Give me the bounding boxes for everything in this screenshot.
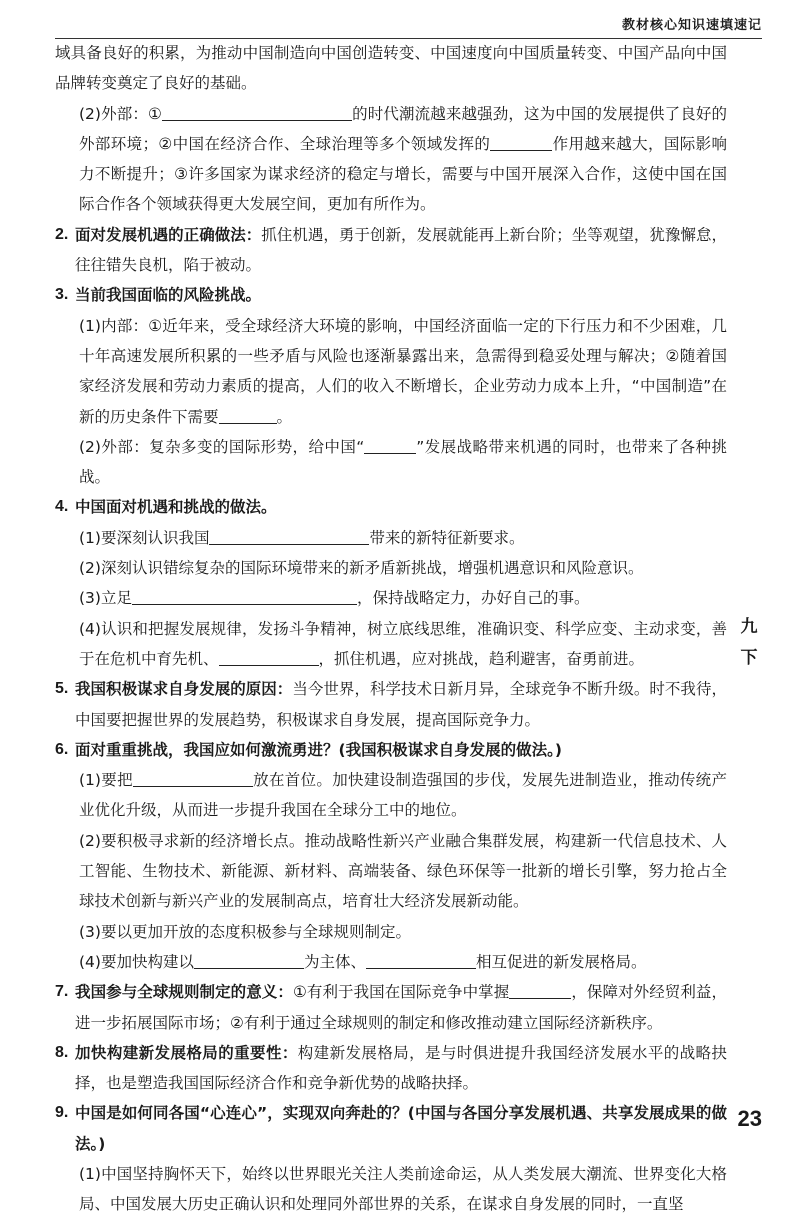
paragraph: (2)要积极寻求新的经济增长点。推动战略性新兴产业融合集群发展，构建新一代信息技术、人工智能、生物技术、新能源、新材料、高端装备、绿色环保等一批新的增长引擎，努力抢占全球技术创新与新兴产业的发展制高点，培育壮大经济发展新动能。: [79, 831, 727, 911]
item-heading: 面对发展机遇的正确做法：: [75, 225, 262, 244]
item-9: [55, 1098, 727, 1159]
fill-blank[interactable]: [209, 528, 369, 545]
fill-blank[interactable]: [133, 771, 253, 788]
text: 的时代潮流越来越强劲，这为中国的发展提供了良好的外部环境；②中国在经济合作、全球治理等多个领域发挥的: [79, 104, 727, 153]
item-heading: 加快构建新发展格局的重要性：: [75, 1043, 298, 1062]
text: ”发展战略带来机遇的同时，也带来了各种挑战。: [79, 437, 727, 487]
text: (4)要加快构建以: [79, 952, 194, 971]
paragraph: (2)深刻认识错综复杂的国际环境带来的新矛盾新挑战，增强机遇意识和风险意识。: [79, 559, 644, 578]
text: (3)立足: [79, 589, 132, 608]
item-8: [55, 1038, 727, 1099]
page-content: [55, 38, 727, 1220]
fill-blank[interactable]: [366, 952, 476, 969]
text: 当今世界，科学技术日新月异，全球竞争不断升级。时不我待，中国要把握世界的发展趋势，积极谋求自身发展，提高国际竞争力。: [75, 680, 727, 729]
text: 抓住机遇，勇于创新，发展就能再上新台阶；坐等观望，犹豫懈怠，往往错失良机，陷于被动。: [75, 225, 727, 275]
text: 相互促进的新发展格局。: [475, 952, 647, 971]
item-heading: 我国参与全球规则制定的意义：: [75, 983, 293, 1002]
paragraph: [55, 583, 727, 613]
paragraph-continued: 域具备良好的积累，为推动中国制造向中国创造转变、中国速度向中国质量转变、中国产品向中国品牌转变奠定了良好的基础。: [55, 44, 727, 93]
item-6: [55, 735, 727, 765]
paragraph: (1)中国坚持胸怀天下，始终以世界眼光关注人类前途命运，从人类发展大潮流、世界变化大格局、中国发展大历史正确认识和处理同外部世界的关系，在谋求自身发展的同时，一直坚: [79, 1164, 727, 1214]
text: 放在首位。加快建设制造强国的步伐，发展先进制造业，推动传统产业优化升级，从而进一步提升我国在全球分工中的地位。: [79, 771, 727, 820]
text: 。: [276, 407, 293, 426]
text: 为主体、: [303, 952, 366, 971]
item-heading: 中国是如何同各国“心连心”，实现双向奔赴的？(中国与各国分享发展机遇、共享发展成果的做法。): [75, 1104, 727, 1153]
item-number: 7.: [55, 983, 69, 1001]
paragraph: (3)要以更加开放的态度积极参与全球规则制定。: [79, 922, 411, 941]
fill-blank[interactable]: [132, 589, 357, 606]
text: (2)外部：复杂多变的国际形势，给中国“: [79, 437, 365, 456]
fill-blank[interactable]: [219, 407, 277, 424]
text: ，保障对外经贸利益，进一步拓展国际市场；②有利于通过全球规则的制定和修改推动建立国际经济新秩序。: [75, 983, 727, 1032]
text: 带来的新特征新要求。: [369, 528, 525, 547]
grade-side-tab: [738, 612, 760, 674]
running-header: 教材核心知识速填速记: [621, 18, 762, 33]
item-heading: 中国面对机遇和挑战的做法。: [75, 498, 277, 517]
side-tab-line: 九: [740, 617, 758, 637]
paragraph: [55, 765, 727, 826]
fill-blank[interactable]: [490, 134, 552, 151]
text: ①有利于我国在国际竞争中掌握: [292, 983, 510, 1002]
item-number: 2.: [55, 225, 69, 243]
item-2: [55, 220, 727, 281]
item-heading: 当前我国面临的风险挑战。: [75, 286, 262, 305]
fill-blank[interactable]: [364, 437, 416, 454]
text: (1)内部：①近年来，受全球经济大环境的影响，中国经济面临一定的下行压力和不少困难，几十年高速发展所积累的一些矛盾与风险也逐渐暴露出来，急需得到稳妥处理与解决；②随着国家经济发展和劳动力素质的提高，人们的收入不断增长，企业劳动力成本上升，“中国制造”在新的历史条件下需要: [79, 316, 727, 426]
text: (4)认识和把握发展规律，发扬斗争精神，树立底线思维，准确识变、科学应变、主动求变，善于在危机中育先机、: [79, 619, 727, 668]
item-number: 3.: [55, 286, 69, 304]
text: (2)外部：①: [79, 104, 162, 123]
paragraph: [55, 523, 727, 553]
item-number: 5.: [55, 680, 69, 698]
text: (1)要深刻认识我国: [79, 528, 210, 547]
item-heading: 我国积极谋求自身发展的原因：: [75, 680, 293, 699]
item-7: [55, 977, 727, 1038]
item-heading: 面对重重挑战，我国应如何激流勇进？(我国积极谋求自身发展的做法。): [75, 740, 562, 759]
fill-blank[interactable]: [194, 952, 304, 969]
paragraph: [55, 947, 727, 977]
page-number: 23: [737, 1106, 762, 1131]
paragraph: [55, 311, 727, 432]
item-number: 4.: [55, 498, 69, 516]
side-tab-line: 下: [740, 648, 758, 668]
text: 作用越来越大，国际影响力不断提升；③许多国家为谋求经济的稳定与增长，需要与中国开展深入合作，这使中国在国际合作各个领域获得更大发展空间，更加有所作为。: [79, 134, 727, 214]
paragraph: [55, 432, 727, 493]
item-4: [55, 492, 727, 522]
text: ，抓住机遇，应对挑战，趋利避害，奋勇前进。: [318, 649, 645, 668]
text: (1)要把: [79, 771, 133, 790]
item-number: 9.: [55, 1104, 69, 1122]
paragraph-external: [55, 99, 727, 220]
text: ，保持战略定力，办好自己的事。: [356, 589, 590, 608]
paragraph: [55, 614, 727, 675]
fill-blank[interactable]: [162, 104, 352, 121]
item-number: 6.: [55, 740, 69, 758]
item-3: [55, 280, 727, 310]
item-5: [55, 674, 727, 735]
fill-blank[interactable]: [509, 983, 571, 1000]
text: 构建新发展格局，是与时俱进提升我国经济发展水平的战略抉择，也是塑造我国国际经济合作和竞争新优势的战略抉择。: [75, 1043, 727, 1093]
item-number: 8.: [55, 1043, 69, 1061]
fill-blank[interactable]: [219, 649, 319, 666]
